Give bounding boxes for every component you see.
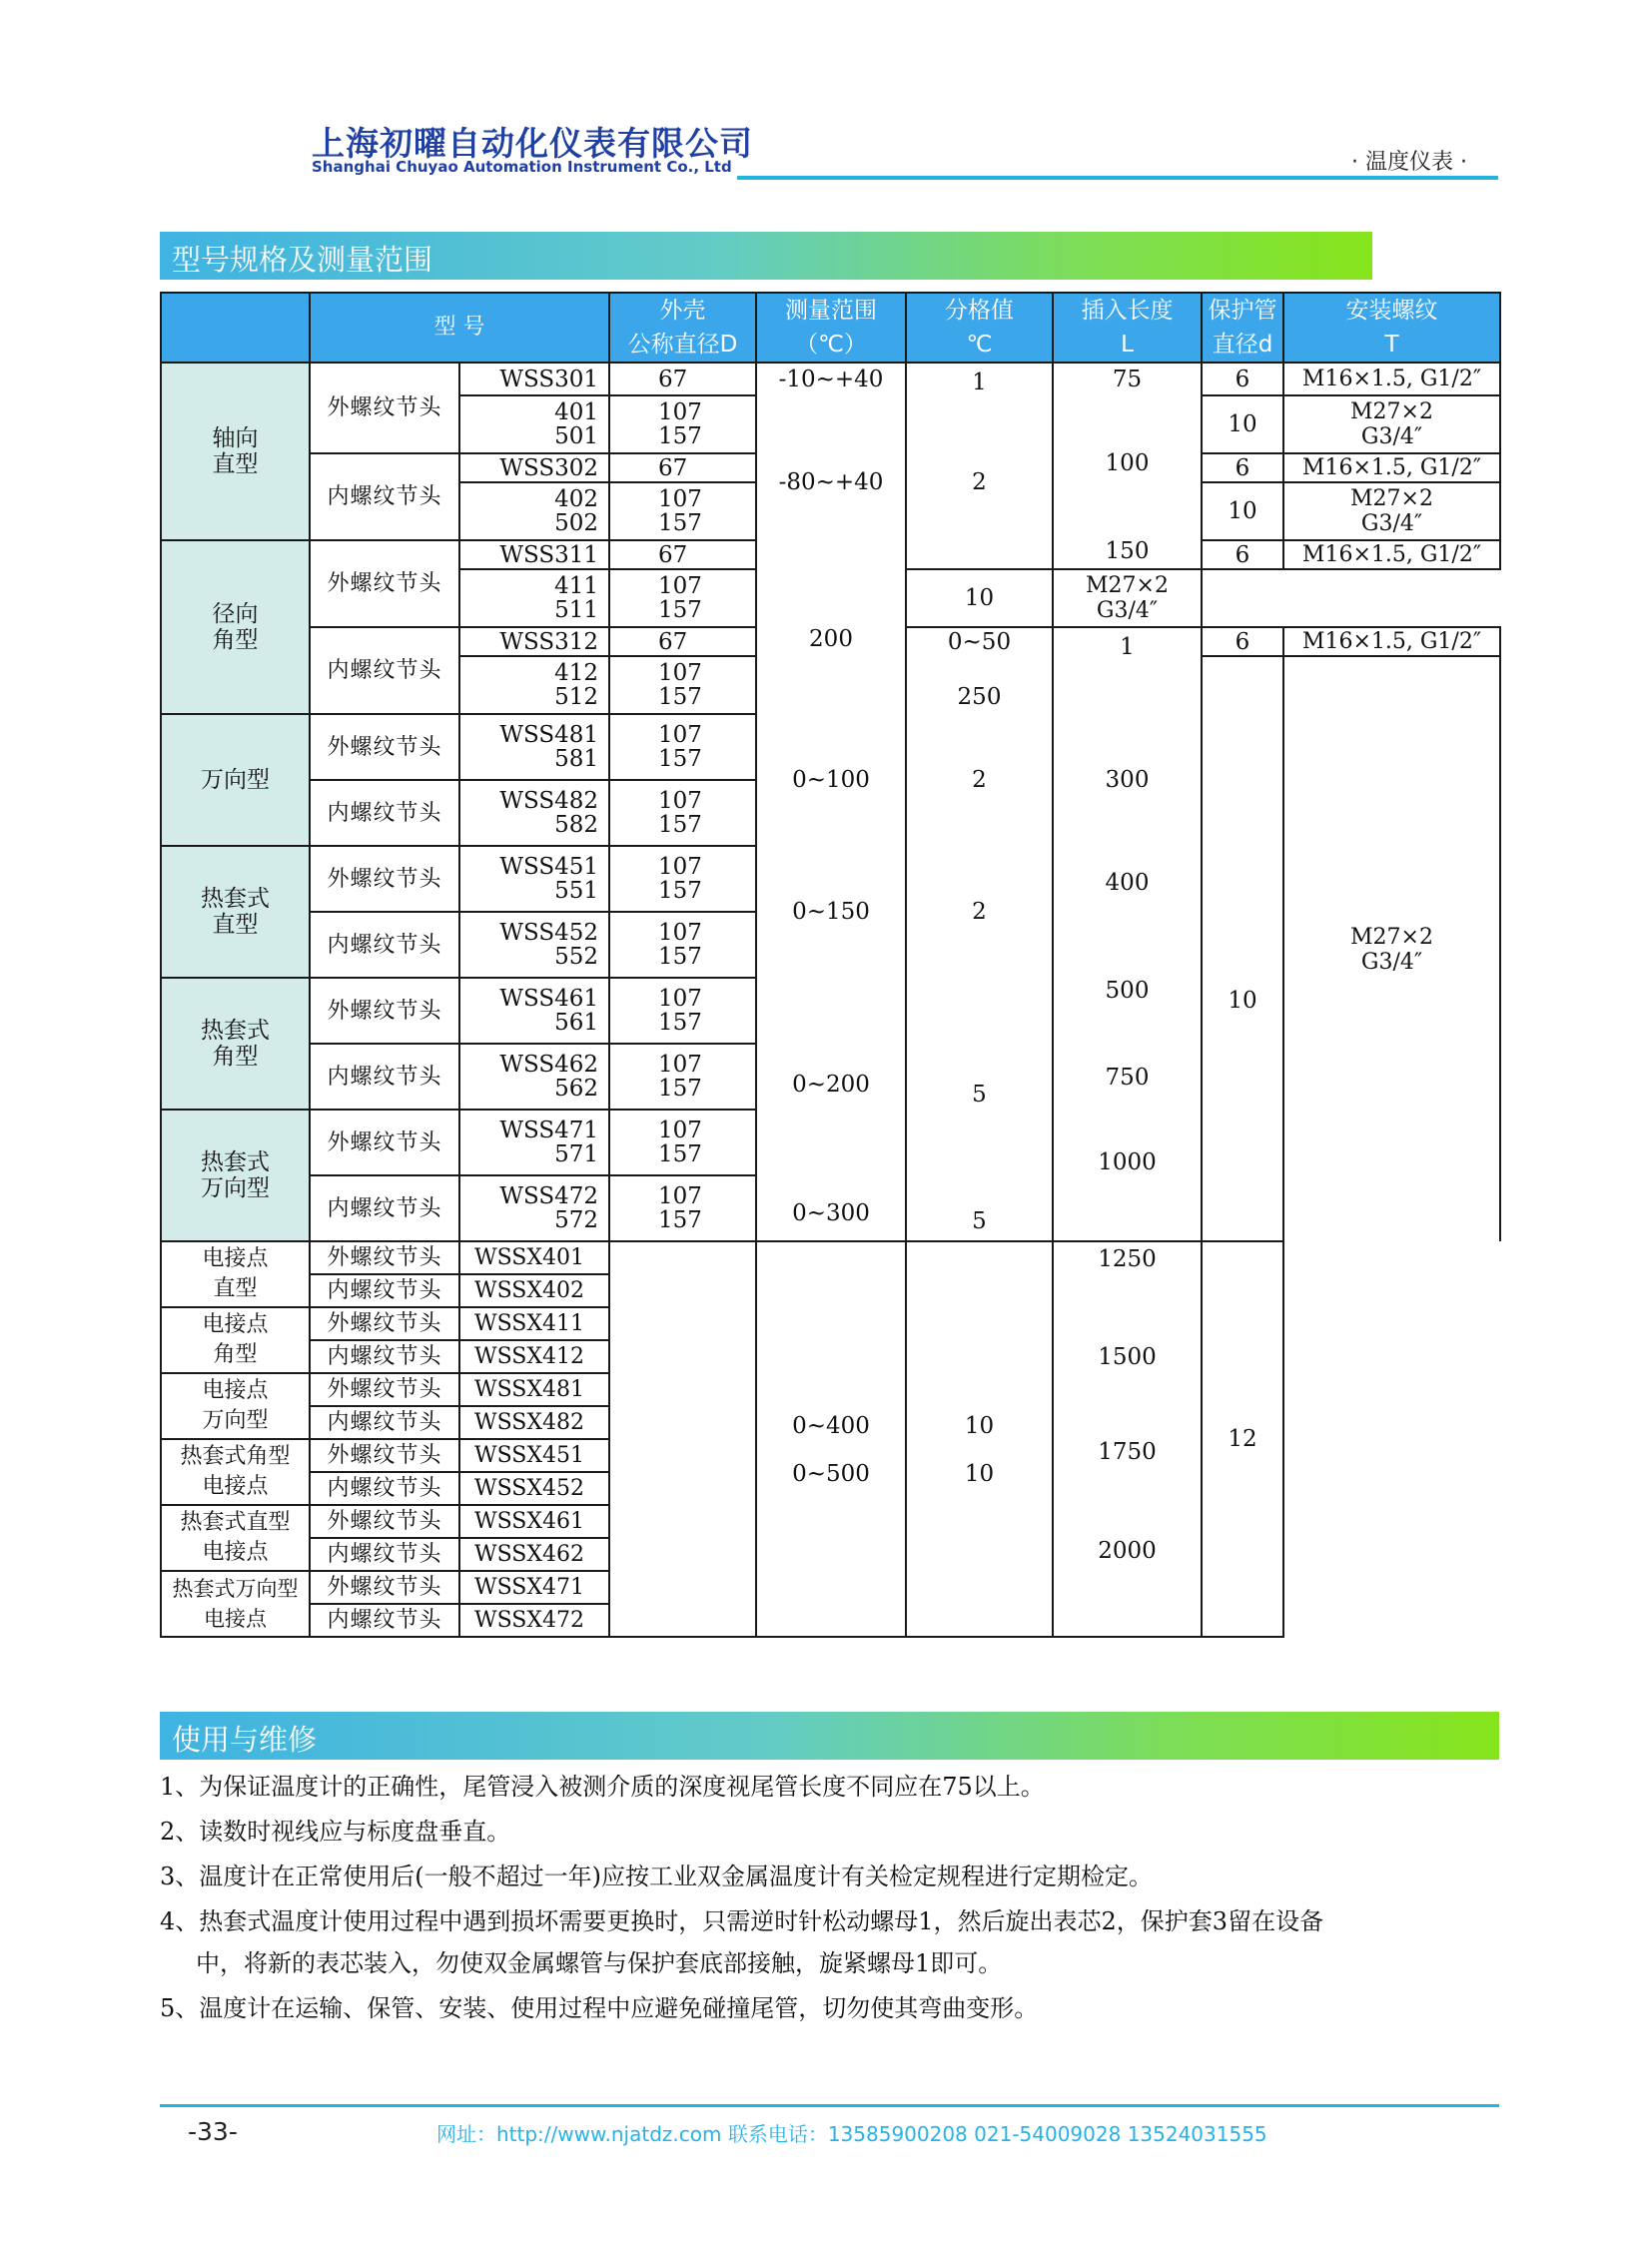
shell-diameter: 107 157 <box>609 978 756 1044</box>
header-division: 分格值 ℃ <box>906 293 1053 363</box>
length-cell <box>1053 978 1202 1110</box>
division-cell: 10 <box>906 1439 1053 1637</box>
division-cell: 5 <box>906 978 1053 1110</box>
group-label: 径向 角型 <box>161 540 310 714</box>
section-title: 型号规格及测量范围 <box>172 243 433 277</box>
model-code: WSS472 572 <box>459 1175 609 1241</box>
header-range: 测量范围 （℃） <box>756 293 906 363</box>
length-cell: 200 <box>756 569 906 656</box>
usage-item: 1、为保证温度计的正确性，尾管浸入被测介质的深度视尾管长度不同应在75以上。 <box>160 1773 1045 1801</box>
elec-group-label: 热套式万向型 电接点 <box>161 1571 310 1637</box>
tube-diameter: 12 <box>1202 1241 1283 1637</box>
shell-diameter: 67 <box>609 540 756 569</box>
group-label: 轴向 直型 <box>161 363 310 540</box>
header-model: 型 号 <box>310 293 609 363</box>
elec-model-code: WSSX411 <box>459 1307 609 1340</box>
tube-diameter: 10 <box>1202 482 1283 540</box>
connection-type: 外螺纹节头 <box>310 540 459 627</box>
shell-diameter: 107 157 <box>609 1175 756 1241</box>
connection-type: 内螺纹节头 <box>310 912 459 978</box>
elec-group-label: 热套式角型 电接点 <box>161 1439 310 1505</box>
connection-type: 外螺纹节头 <box>310 714 459 780</box>
division-cell: 2 <box>906 714 1053 846</box>
connection-type: 内螺纹节头 <box>310 1406 459 1439</box>
group-label: 万向型 <box>161 714 310 846</box>
footer-divider <box>160 2104 1499 2107</box>
thread-spec: M16×1.5, G1/2″ <box>1283 627 1500 656</box>
connection-type: 外螺纹节头 <box>310 363 459 453</box>
division-cell: 1 <box>1053 627 1202 714</box>
length-value: 500 <box>1105 978 1150 1005</box>
length-cell: 300 <box>1053 714 1202 846</box>
shell-diameter: 107 157 <box>609 656 756 714</box>
elec-model-code: WSSX462 <box>459 1538 609 1571</box>
connection-type: 内螺纹节头 <box>310 1274 459 1307</box>
header-row <box>161 293 1500 363</box>
connection-type: 外螺纹节头 <box>310 1110 459 1175</box>
model-code: WSS471 571 <box>459 1110 609 1175</box>
shell-diameter: 67 <box>609 453 756 482</box>
model-code: WSS311 <box>459 540 609 569</box>
header-divider <box>737 176 1498 180</box>
length-cell: 2000 <box>1053 1538 1202 1637</box>
range-cell: -80~+40 <box>756 395 906 569</box>
elec-model-code: WSSX451 <box>459 1439 609 1472</box>
connection-type: 内螺纹节头 <box>310 780 459 846</box>
shell-diameter: 107 157 <box>609 912 756 978</box>
connection-type: 内螺纹节头 <box>310 1538 459 1571</box>
shell-diameter: 107 157 <box>609 714 756 780</box>
shell-diameter: 67 <box>609 363 756 395</box>
model-code: 412 512 <box>459 656 609 714</box>
elec-model-code: WSSX452 <box>459 1472 609 1505</box>
model-code: WSS461 561 <box>459 978 609 1044</box>
header-blank <box>161 293 310 363</box>
model-code: WSS482 582 <box>459 780 609 846</box>
elec-model-code: WSSX471 <box>459 1571 609 1604</box>
connection-type: 外螺纹节头 <box>310 846 459 912</box>
connection-type: 内螺纹节头 <box>310 1044 459 1110</box>
shell-diameter: 107 157 <box>609 569 756 627</box>
division-cell: 5 <box>906 1110 1053 1241</box>
tube-diameter: 6 <box>1202 540 1283 569</box>
elec-model-code: WSSX481 <box>459 1373 609 1406</box>
connection-type: 内螺纹节头 <box>310 627 459 714</box>
range-cell: 0~150 <box>756 846 906 978</box>
connection-type: 内螺纹节头 <box>310 1340 459 1373</box>
elec-group-label: 电接点 直型 <box>161 1241 310 1307</box>
connection-type: 外螺纹节头 <box>310 1505 459 1538</box>
thread-spec: M27×2 G3/4″ <box>1283 395 1500 453</box>
range-cell: 0~50 <box>906 627 1053 656</box>
section-title: 使用与维修 <box>172 1723 318 1757</box>
group-label: 热套式 角型 <box>161 978 310 1110</box>
header-tube: 保护管 直径d <box>1202 293 1283 363</box>
length-cell: 400 <box>1053 846 1202 978</box>
connection-type: 外螺纹节头 <box>310 978 459 1044</box>
shell-diameter: 67 <box>609 627 756 656</box>
length-cell: 1500 <box>1053 1340 1202 1439</box>
thread-spec: M27×2 G3/4″ <box>1053 569 1202 627</box>
connection-type: 内螺纹节头 <box>310 453 459 540</box>
thread-spec: M16×1.5, G1/2″ <box>1283 363 1500 395</box>
tube-diameter: 10 <box>1202 395 1283 453</box>
length-cell: 150 <box>1053 482 1202 569</box>
connection-type: 外螺纹节头 <box>310 1307 459 1340</box>
model-code: WSS481 581 <box>459 714 609 780</box>
division-cell: 1 <box>906 363 1053 395</box>
usage-item: 4、热套式温度计使用过程中遇到损坏需要更换时，只需逆时针松动螺母1，然后旋出表芯2，保护套3留在设备 <box>160 1907 1324 1935</box>
elec-group-label: 电接点 角型 <box>161 1307 310 1373</box>
range-blank <box>756 656 906 714</box>
elec-model-code: WSSX402 <box>459 1274 609 1307</box>
connection-type: 外螺纹节头 <box>310 1373 459 1406</box>
tube-diameter: 10 <box>1202 656 1283 1044</box>
model-code: WSS302 <box>459 453 609 482</box>
model-code: 402 502 <box>459 482 609 540</box>
connection-type: 外螺纹节头 <box>310 1439 459 1472</box>
company-name-cn: 上海初曜自动化仪表有限公司 <box>312 124 753 163</box>
header-length: 插入长度 L <box>1053 293 1202 363</box>
elec-model-code: WSSX461 <box>459 1505 609 1538</box>
model-code: WSS462 562 <box>459 1044 609 1110</box>
shell-diameter: 107 157 <box>609 1044 756 1110</box>
connection-type: 内螺纹节头 <box>310 1604 459 1637</box>
range-cell: 0~500 <box>756 1439 906 1637</box>
usage-item: 3、温度计在正常使用后(一般不超过一年)应按工业双金属温度计有关检定规程进行定期检定。 <box>160 1863 1153 1890</box>
model-code: WSS452 552 <box>459 912 609 978</box>
shell-diameter: 107 157 <box>609 1110 756 1175</box>
category-label: · 温度仪表 · <box>1351 150 1467 175</box>
thread-spec: M27×2 G3/4″ <box>1283 656 1500 1241</box>
usage-item: 2、读数时视线应与标度盘垂直。 <box>160 1818 511 1846</box>
section-title-bar <box>160 232 1372 280</box>
elec-model-code: WSSX482 <box>459 1406 609 1439</box>
group-label: 热套式 直型 <box>161 846 310 978</box>
model-code: 401 501 <box>459 395 609 453</box>
connection-type: 外螺纹节头 <box>310 1241 459 1274</box>
length-value: 750 <box>1105 1064 1150 1091</box>
elec-model-code: WSSX401 <box>459 1241 609 1274</box>
thread-spec: M16×1.5, G1/2″ <box>1283 453 1500 482</box>
header-thread: 安装螺纹 T <box>1283 293 1500 363</box>
length-cell: 100 <box>1053 395 1202 482</box>
header-diameter: 外壳 公称直径D <box>609 293 756 363</box>
division-cell: 2 <box>906 846 1053 978</box>
length-cell: 1250 <box>1053 1241 1202 1340</box>
company-name-en: Shanghai Chuyao Automation Instrument Co., Ltd <box>312 158 732 176</box>
length-cell: 1000 <box>1053 1110 1202 1241</box>
length-cell: 1750 <box>1053 1439 1202 1538</box>
usage-item: 5、温度计在运输、保管、安装、使用过程中应避免碰撞尾管，切勿使其弯曲变形。 <box>160 1994 1039 2022</box>
range-cell: 0~200 <box>756 978 906 1110</box>
page-number: -33- <box>188 2117 238 2146</box>
thread-spec: M27×2 G3/4″ <box>1283 482 1500 540</box>
contact-info: 网址：http://www.njatdz.com 联系电话：13585900208 021-54009028 13524031555 <box>436 2122 1267 2146</box>
tube-diameter: 6 <box>1202 363 1283 395</box>
length-cell: 75 <box>1053 363 1202 395</box>
division-cell: 2 <box>906 395 1053 569</box>
usage-item-continued: 中，将新的表芯装入，勿使双金属螺管与保护套底部接触，旋紧螺母1即可。 <box>196 1949 1003 1977</box>
tube-diameter: 6 <box>1202 453 1283 482</box>
range-cell: 0~300 <box>756 1110 906 1241</box>
elec-group-label: 热套式直型 电接点 <box>161 1505 310 1571</box>
division-cell: 10 <box>906 1241 1053 1439</box>
length-cell: 250 <box>906 656 1053 714</box>
elec-group-label: 电接点 万向型 <box>161 1373 310 1439</box>
connection-type: 内螺纹节头 <box>310 1472 459 1505</box>
range-cell: 0~100 <box>756 714 906 846</box>
connection-type: 内螺纹节头 <box>310 1175 459 1241</box>
group-label: 热套式 万向型 <box>161 1110 310 1241</box>
tube-diameter: 10 <box>906 569 1053 627</box>
elec-model-code: WSSX412 <box>459 1340 609 1373</box>
range-cell: -10~+40 <box>756 363 906 395</box>
shell-diameter: 107 157 <box>609 395 756 453</box>
elec-diameter-blank <box>609 1241 756 1637</box>
model-code: WSS301 <box>459 363 609 395</box>
connection-type: 外螺纹节头 <box>310 1571 459 1604</box>
model-code: WSS312 <box>459 627 609 656</box>
tube-diameter: 6 <box>1202 627 1283 656</box>
shell-diameter: 107 157 <box>609 846 756 912</box>
range-cell: 0~400 <box>756 1241 906 1439</box>
thread-spec: M16×1.5, G1/2″ <box>1283 540 1500 569</box>
shell-diameter: 107 157 <box>609 780 756 846</box>
model-code: 411 511 <box>459 569 609 627</box>
model-code: WSS451 551 <box>459 846 609 912</box>
section-title-bar <box>160 1712 1499 1760</box>
elec-model-code: WSSX472 <box>459 1604 609 1637</box>
shell-diameter: 107 157 <box>609 482 756 540</box>
spec-table <box>160 292 1501 1638</box>
